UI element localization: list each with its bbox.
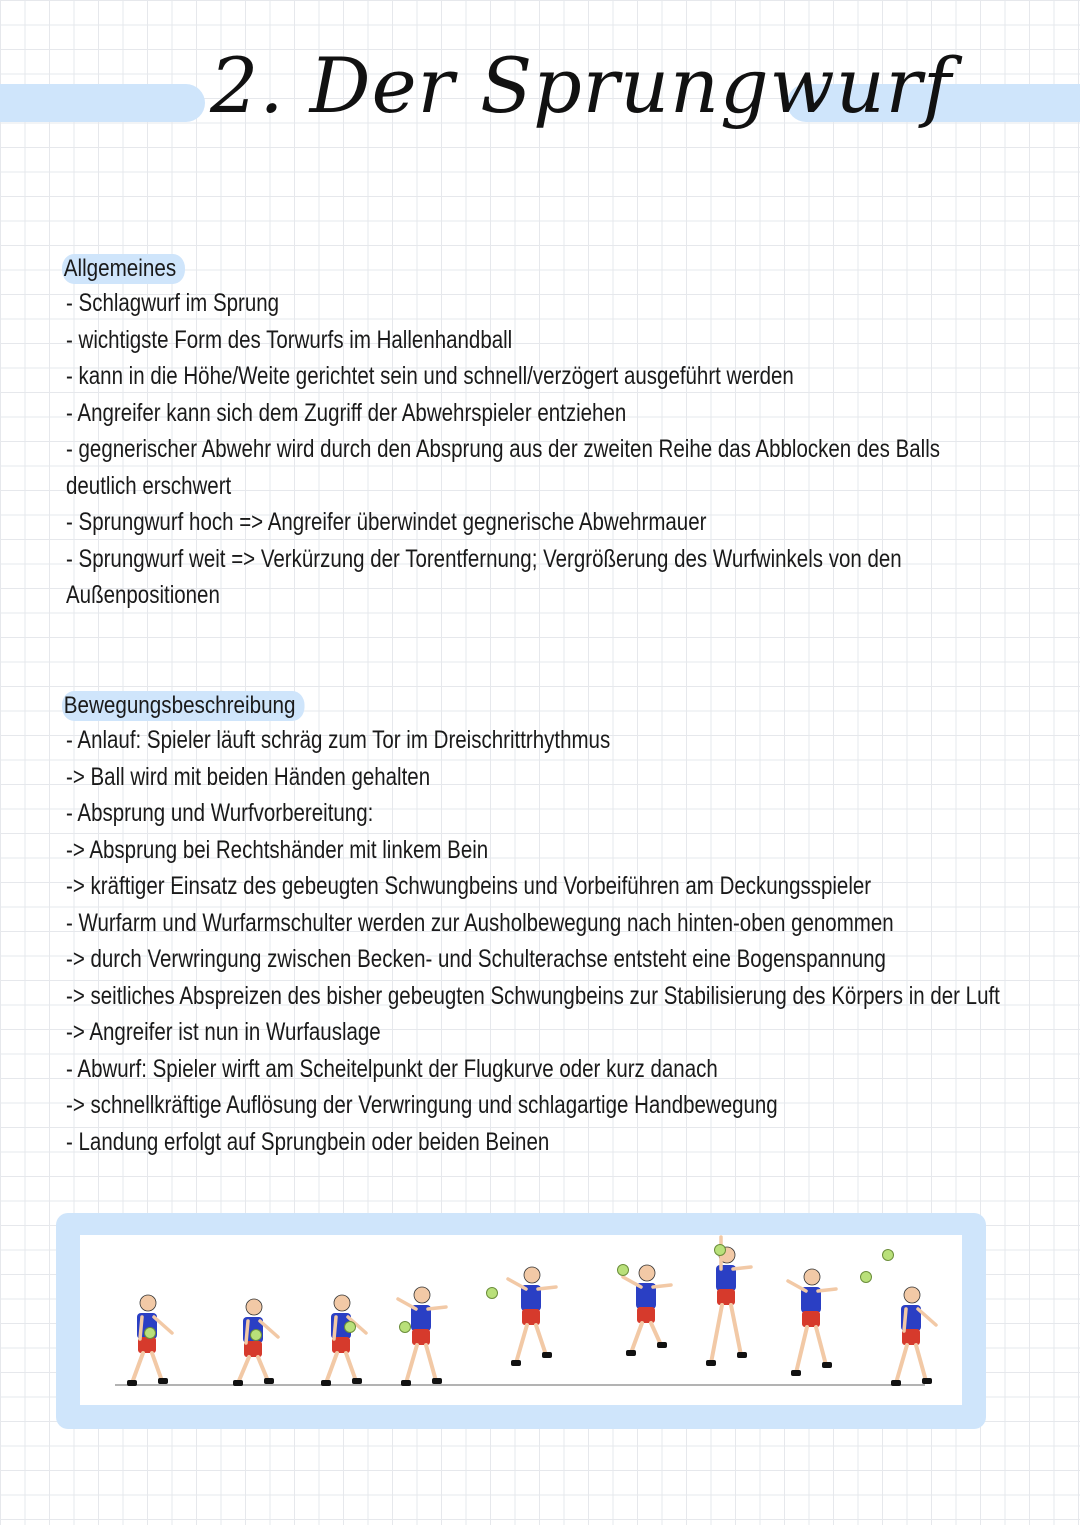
player-shoe — [891, 1380, 901, 1386]
player-figure — [788, 1269, 836, 1376]
player-shoe — [542, 1352, 552, 1358]
text-line: - Absprung und Wurfvorbereitung: — [66, 799, 374, 827]
player-leg — [326, 1353, 337, 1383]
text-line: -> schnellkräftige Auflösung der Verwringung und schlagartige Handbewegung — [66, 1091, 778, 1119]
jump-throw-sequence-svg — [80, 1235, 962, 1405]
player-arm — [140, 1317, 142, 1339]
player-figure — [623, 1265, 671, 1356]
text-line: - Sprungwurf hoch => Angreifer überwindet gegnerische Abwehrmauer — [66, 508, 707, 536]
player-head — [246, 1299, 262, 1315]
player-head — [804, 1269, 820, 1285]
text-line: -> Absprung bei Rechtshänder mit linkem Bein — [66, 835, 489, 864]
player-arm — [788, 1281, 806, 1291]
player-head — [639, 1265, 655, 1281]
player-figure — [706, 1237, 751, 1366]
player-shoe — [158, 1378, 168, 1384]
player-figure — [321, 1295, 366, 1386]
player-shorts — [802, 1311, 820, 1327]
player-arm — [398, 1299, 416, 1309]
text-line: -> durch Verwringung zwischen Becken- und Schulterachse entsteht eine Bogenspannung — [66, 945, 886, 973]
text-line: - Sprungwurf weit => Verkürzung der Torentfernung; Vergrößerung des Wurfwinkels von den — [66, 544, 902, 573]
player-leg — [258, 1357, 268, 1381]
handball — [883, 1250, 894, 1261]
player-arm — [246, 1321, 248, 1343]
player-shoe — [737, 1352, 747, 1358]
player-shoe — [233, 1380, 243, 1386]
player-shoe — [127, 1380, 137, 1386]
player-arm — [508, 1279, 526, 1289]
title-highlight-left — [0, 84, 205, 122]
text-line: -> Angreifer ist nun in Wurfauslage — [66, 1018, 381, 1046]
handball — [400, 1322, 411, 1333]
section-heading: Allgemeines — [62, 254, 185, 284]
player-shoe — [791, 1370, 801, 1376]
player-arm — [623, 1277, 641, 1287]
player-leg — [631, 1323, 642, 1353]
player-arm — [334, 1317, 336, 1339]
player-arm — [818, 1289, 836, 1291]
text-line: - Schlagwurf im Sprung — [66, 289, 280, 317]
player-figure — [233, 1299, 278, 1386]
section-allgemeines — [63, 254, 1056, 614]
handball — [345, 1322, 356, 1333]
text-line: - kann in die Höhe/Weite gerichtet sein und schnell/verzögert ausgeführt werden — [66, 362, 794, 390]
jump-throw-sequence-frame — [56, 1213, 986, 1429]
player-arm — [653, 1285, 671, 1287]
section-bewegungsbeschreibung — [63, 691, 1056, 1160]
player-shoe — [401, 1380, 411, 1386]
handball — [251, 1330, 262, 1341]
player-shoe — [264, 1378, 274, 1384]
text-line: - wichtigste Form des Torwurfs im Hallenhandball — [66, 325, 513, 354]
text-line: -> seitliches Abspreizen des bisher gebeugten Schwungbeins zur Stabilisierung des Körpers in der Luft — [66, 981, 1000, 1010]
page-title: 2. Der Sprungwurf — [210, 41, 953, 130]
player-head — [334, 1295, 350, 1311]
player-head — [140, 1295, 156, 1311]
player-shorts — [412, 1329, 430, 1345]
player-figure — [398, 1287, 446, 1386]
player-head — [904, 1287, 920, 1303]
handball — [715, 1245, 726, 1256]
player-shoe — [657, 1342, 667, 1348]
section-heading: Bewegungsbeschreibung — [62, 691, 304, 721]
player-leg — [426, 1345, 436, 1381]
player-leg — [132, 1353, 143, 1383]
text-line: -> Ball wird mit beiden Händen gehalten — [66, 762, 431, 791]
text-line: deutlich erschwert — [66, 471, 232, 500]
text-line: - Anlauf: Spieler läuft schräg zum Tor im Dreischrittrhythmus — [66, 726, 611, 754]
text-line: - Abwurf: Spieler wirft am Scheitelpunkt der Flugkurve oder kurz danach — [66, 1054, 718, 1083]
player-leg — [896, 1345, 907, 1383]
player-shoe — [706, 1360, 716, 1366]
player-head — [524, 1267, 540, 1283]
player-leg — [152, 1353, 162, 1381]
player-leg — [238, 1357, 249, 1383]
player-leg — [346, 1353, 356, 1381]
text-line: - gegnerischer Abwehr wird durch den Absprung aus der zweiten Reihe das Abblocken des Balls — [66, 435, 941, 463]
player-leg — [651, 1323, 661, 1345]
text-line: - Angreifer kann sich dem Zugriff der Abwehrspieler entziehen — [66, 398, 627, 427]
player-shoe — [511, 1360, 521, 1366]
player-shoe — [822, 1362, 832, 1368]
handball — [861, 1272, 872, 1283]
player-leg — [406, 1345, 417, 1383]
handball — [618, 1265, 629, 1276]
player-shoe — [922, 1378, 932, 1384]
handball — [145, 1328, 156, 1339]
player-figure — [127, 1295, 172, 1386]
player-figure — [508, 1267, 556, 1366]
text-line: Außenpositionen — [66, 581, 220, 609]
player-leg — [731, 1305, 741, 1355]
player-shorts — [717, 1289, 735, 1305]
handball — [487, 1288, 498, 1299]
player-shoe — [626, 1350, 636, 1356]
player-arm — [538, 1287, 556, 1289]
player-arm — [904, 1309, 906, 1331]
player-shoe — [432, 1378, 442, 1384]
text-line: - Landung erfolgt auf Sprungbein oder beiden Beinen — [66, 1127, 550, 1156]
player-leg — [711, 1305, 722, 1363]
player-shorts — [637, 1307, 655, 1323]
player-shoe — [352, 1378, 362, 1384]
player-leg — [516, 1325, 527, 1363]
player-shoe — [321, 1380, 331, 1386]
jump-throw-sequence-illustration — [80, 1235, 962, 1405]
player-leg — [536, 1325, 546, 1355]
player-figure — [891, 1287, 936, 1386]
player-arm — [733, 1267, 751, 1269]
text-line: -> kräftiger Einsatz des gebeugten Schwungbeins und Vorbeiführen am Deckungsspieler — [66, 872, 872, 900]
player-arm — [428, 1307, 446, 1309]
player-head — [414, 1287, 430, 1303]
text-line: - Wurfarm und Wurfarmschulter werden zur Ausholbewegung nach hinten-oben genommen — [66, 908, 894, 937]
player-leg — [816, 1327, 826, 1365]
player-leg — [796, 1327, 807, 1373]
player-shorts — [522, 1309, 540, 1325]
player-leg — [916, 1345, 926, 1381]
